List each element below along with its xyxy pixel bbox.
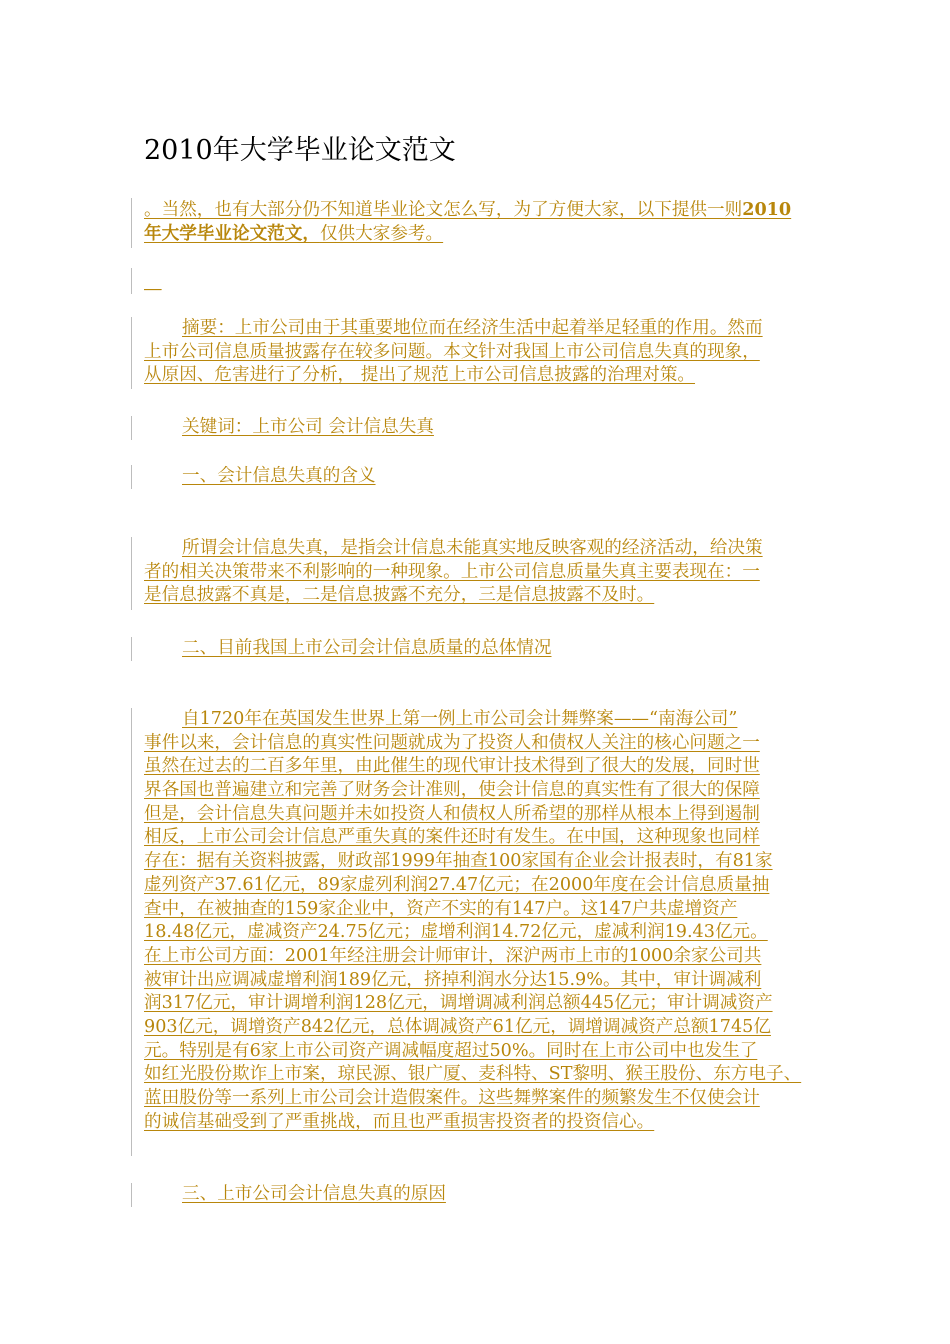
revision-bar [131,317,132,389]
body-line-11: 在上市公司方面：2001年经注册会计师审计，深沪两市上市的1000余家公司共 [144,945,762,966]
keywords-paragraph [144,416,808,440]
section-1-text: 一、会计信息失真的含义 [182,466,376,486]
revision-bar [131,465,132,489]
intro-line-2 [144,222,808,246]
intro-bold-1: 2010 [742,199,792,220]
section-heading-2 [144,637,808,661]
body-line-15: 元。特别是有6家上市公司资产调减幅度超过50%。同时在上市公司中也发生了 [144,1040,758,1061]
abstract-paragraph [144,317,808,388]
document-title: 2010年大学毕业论文范文 [144,135,456,166]
definition-line-1 [144,537,808,561]
body-line-5: 但是，会计信息失真问题并未如投资人和债权人所希望的那样从根本上得到遏制 [144,803,760,824]
body-line-3: 虽然在过去的二百多年里，由此催生的现代审计技术得到了很大的发展，同时世 [144,756,760,777]
section-2-text: 二、目前我国上市公司会计信息质量的总体情况 [182,638,552,658]
body-line-17: 蓝田股份等一系列上市公司会计造假案件。这些舞弊案件的频繁发生不仅使会计 [144,1088,760,1108]
revision-bar [131,268,132,294]
keywords-line [144,416,808,440]
keywords-text: 关键词：上市公司 会计信息失真 [182,417,434,437]
section-1-line [144,465,808,489]
intro-line-1 [144,198,808,222]
abstract-line-1 [144,317,808,341]
body-text-1: 自1720年在英国发生世界上第一例上市公司会计舞弊案——“南海公司” [182,709,738,729]
intro-paragraph [144,198,808,245]
revision-bar [131,198,132,248]
body-line-12: 被审计出应调减虚增利润189亿元，挤掉利润水分达15.9%。其中，审计调减利 [144,969,762,990]
body-line-7: 存在：据有关资料披露，财政部1999年抽查100家国有企业会计报表时，有81家 [144,851,773,872]
body-line-10: 18.48亿元，虚减资产24.75亿元；虚增利润14.72亿元，虚减利润19.43亿元。 [144,922,768,943]
body-line-18: 的诚信基础受到了严重挑战，而且也严重损害投资者的投资信心。 [144,1111,655,1132]
section-heading-3 [144,1183,808,1207]
abstract-line-3: 从原因、危害进行了分析， 提出了规范上市公司信息披露的治理对策。 [144,365,696,386]
body-line-14: 903亿元，调增资产842亿元，总体调减资产61亿元，调增调减资产总额1745亿 [144,1016,771,1037]
definition-line-2: 者的相关决策带来不利影响的一种现象。上市公司信息质量失真主要表现在：一 [144,561,760,582]
body-line-2: 事件以来，会计信息的真实性问题就成为了投资人和债权人关注的核心问题之一 [144,732,760,753]
section-2-line [144,637,808,661]
blank-paragraph [144,270,808,294]
body-line-8: 虚列资产37.61亿元，89家虚列利润27.47亿元；在2000年度在会计信息质量抽 [144,874,770,895]
definition-paragraph [144,537,808,608]
revision-bar [131,637,132,661]
intro-text-2: 仅供大家参考。 [319,223,444,244]
body-line-9: 查中，在被抽查的159家企业中，资产不实的有147户。这147户共虚增资产 [144,898,738,919]
section-heading-1 [144,465,808,489]
body-line-1 [144,708,808,732]
section-3-line [144,1183,808,1207]
body-line-16: 如红光股份欺诈上市案，琼民源、银广厦、麦科特、ST黎明、猴王股份、东方电子、 [144,1064,802,1085]
revision-bar [131,1183,132,1207]
intro-text-1: 。当然，也有大部分仍不知道毕业论文怎么写，为了方便大家，以下提供一则 [144,200,743,220]
revision-bar [131,416,132,440]
definition-line-3: 是信息披露不真是，二是信息披露不充分，三是信息披露不及时。 [144,585,655,606]
revision-bar [131,708,132,1156]
body-paragraph [144,708,808,1134]
intro-bold-2: 年大学毕业论文范文， [144,222,320,244]
definition-text-1: 所谓会计信息失真，是指会计信息未能真实地反映客观的经济活动，给决策 [182,538,763,558]
body-line-13: 润317亿元，审计调增利润128亿元，调增调减利润总额445亿元；审计调减资产 [144,993,773,1014]
body-line-4: 界各国也普遍建立和完善了财务会计准则，使会计信息的真实性有了很大的保障 [144,780,760,801]
revision-bar [131,537,132,610]
abstract-text-1: 摘要：上市公司由于其重要地位而在经济生活中起着举足轻重的作用。然而 [182,318,763,338]
blank-line: __ [144,271,162,291]
body-line-6: 相反，上市公司会计信息严重失真的案件还时有发生。在中国，这种现象也同样 [144,827,760,848]
abstract-line-2: 上市公司信息质量披露存在较多问题。本文针对我国上市公司信息失真的现象， [144,341,760,362]
section-3-text: 三、上市公司会计信息失真的原因 [182,1184,446,1204]
